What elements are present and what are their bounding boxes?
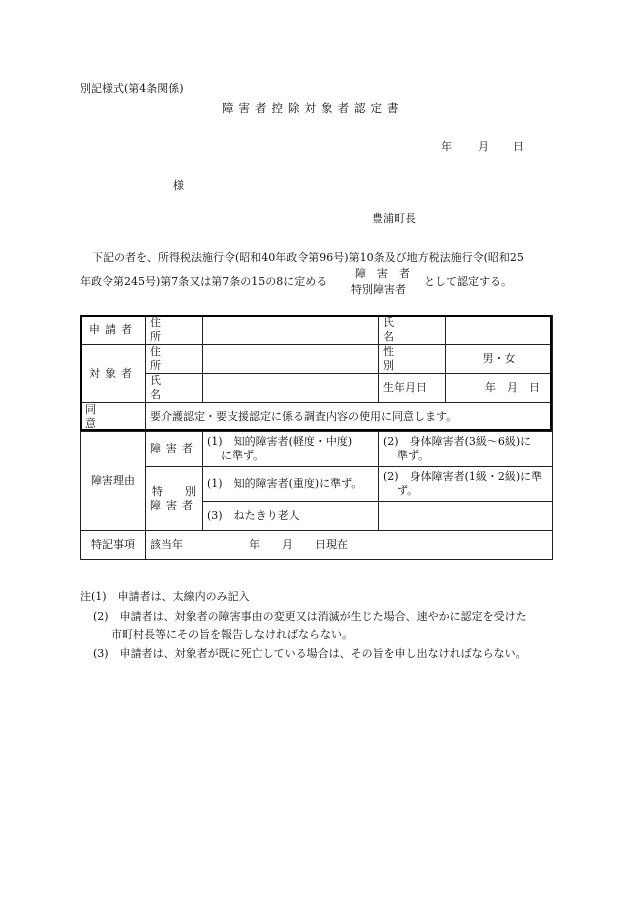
- applicant-name-label: 氏名: [379, 316, 446, 345]
- target-birth-label: 生年月日: [379, 374, 446, 403]
- target-address-label: 住所: [146, 345, 203, 374]
- remarks-field[interactable]: 該当年 年 月 日現在: [146, 531, 553, 560]
- applicant-address-field[interactable]: [203, 316, 379, 345]
- reason-option-1[interactable]: (1) 知的障害者(軽度・中度) に準ず。: [203, 432, 379, 467]
- target-gender-field[interactable]: 男・女: [446, 345, 553, 374]
- body-line-1: 下記の者を、所得税法施行令(昭和40年政令第96号)第10条及び地方税法施行令(昭和25: [92, 251, 524, 264]
- target-gender-label: 性別: [379, 345, 446, 374]
- page-title: 障害者控除対象者認定書: [222, 101, 404, 115]
- date-year: 年: [441, 140, 452, 153]
- reason-option-2[interactable]: (2) 身体障害者(3級〜6級)に 準ず。: [379, 432, 553, 467]
- date-month: 月: [478, 140, 489, 153]
- date-day: 日: [513, 140, 524, 153]
- reason-option-3[interactable]: (1) 知的障害者(重度)に準ず。: [203, 467, 379, 502]
- consent-label: 同意: [81, 403, 146, 432]
- applicant-label: 申請者: [81, 316, 146, 345]
- issuer: 豊浦町長: [372, 212, 416, 225]
- target-address-field[interactable]: [203, 345, 379, 374]
- reason-label: 障害理由: [81, 432, 146, 531]
- applicant-address-label: 住所: [146, 316, 203, 345]
- note-2-cont: 市町村長等にその旨を報告しなければならない。: [111, 628, 353, 641]
- disabled-label: 障害者: [146, 432, 203, 467]
- special-disabled-label: 特 別 障害者: [146, 467, 203, 531]
- body-line-2: 年政令第245号)第7条又は第7条の15の8に定める: [80, 275, 328, 288]
- body-suffix: として認定する。: [424, 275, 512, 288]
- remarks-label: 特記事項: [81, 531, 146, 560]
- note-2: (2) 申請者は、対象者の障害事由の変更又は消滅が生じた場合、速やかに認定を受けた: [93, 610, 527, 623]
- target-name-label: 氏名: [146, 374, 203, 403]
- target-label: 対象者: [81, 345, 146, 403]
- addressee-suffix: 様: [173, 179, 184, 192]
- note-1: 注(1) 申請者は、太線内のみ記入: [80, 590, 250, 603]
- choice-special-disabled: 特別障害者: [351, 283, 406, 296]
- applicant-name-field[interactable]: [446, 316, 553, 345]
- reason-option-4[interactable]: (2) 身体障害者(1級・2級)に準 ず。: [379, 467, 553, 502]
- reason-option-5[interactable]: (3) ねたきり老人: [203, 502, 379, 531]
- target-birth-field[interactable]: 年 月 日: [446, 374, 553, 403]
- target-name-field[interactable]: [203, 374, 379, 403]
- certification-table: [80, 315, 553, 560]
- form-number: 別記様式(第4条関係): [80, 82, 184, 95]
- choice-disabled: 障 害 者: [355, 267, 410, 280]
- reason-empty-cell: [379, 502, 553, 531]
- note-3: (3) 申請者は、対象者が既に死亡している場合は、その旨を申し出なければならない。: [93, 647, 527, 660]
- consent-text[interactable]: 要介護認定・要支援認定に係る調査内容の使用に同意します。: [146, 403, 553, 432]
